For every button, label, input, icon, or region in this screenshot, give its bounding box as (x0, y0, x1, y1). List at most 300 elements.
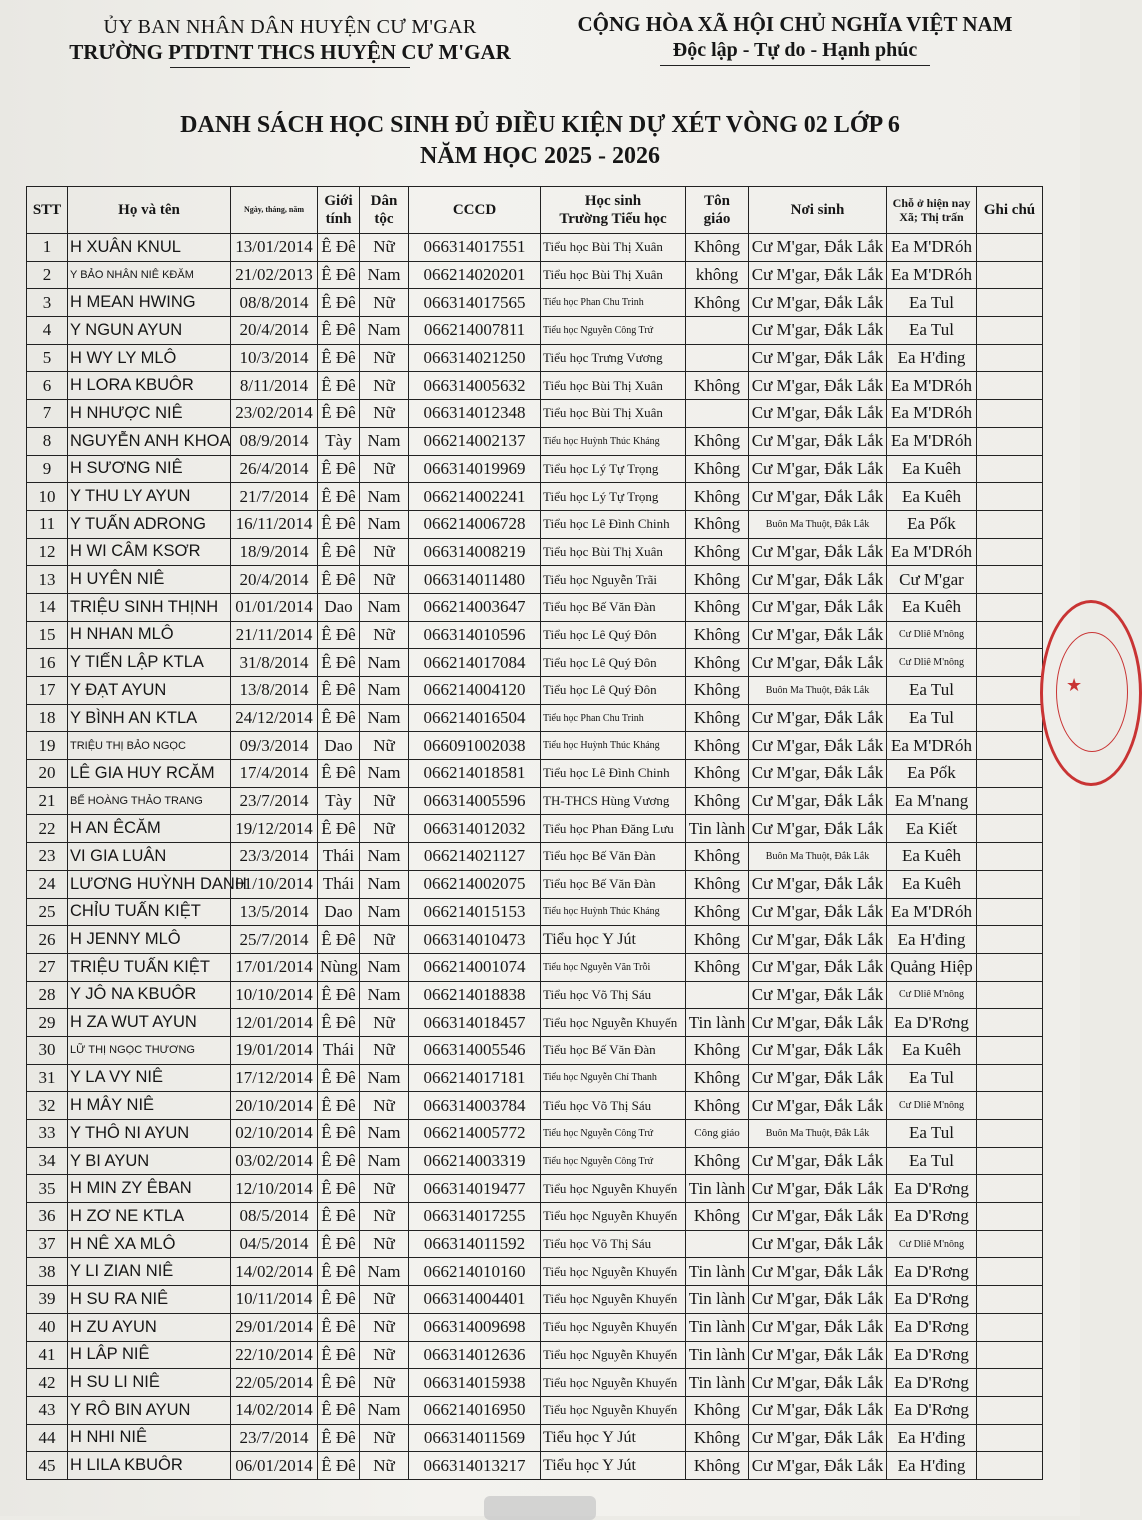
cccd-cell: 066314011569 (409, 1424, 541, 1452)
address-cell: Cư Dliê M'nông (887, 1092, 977, 1120)
birthplace-cell: Cư M'gar, Đắk Lắk (749, 953, 887, 981)
gender-cell: Ê Đê (318, 1009, 360, 1037)
school-cell: Tiểu học Võ Thị Sáu (541, 981, 686, 1009)
gender-cell: Nùng (318, 953, 360, 981)
birthplace-cell: Cư M'gar, Đắk Lắk (749, 427, 887, 455)
name-cell: LƯƠNG HUỲNH DANH (68, 870, 231, 898)
school-cell: Tiểu học Phan Chu Trinh (541, 704, 686, 732)
name-cell: BẾ HOÀNG THẢO TRANG (68, 787, 231, 815)
religion-cell: Không (686, 926, 749, 954)
cccd-cell: 066314019969 (409, 455, 541, 483)
name-cell: Y TUẤN ADRONG (68, 510, 231, 538)
stt-cell: 44 (27, 1424, 68, 1452)
stt-cell: 43 (27, 1396, 68, 1424)
table-row (27, 400, 1043, 428)
gender-cell: Thái (318, 843, 360, 871)
gender-cell: Ê Đê (318, 1175, 360, 1203)
stt-cell: 24 (27, 870, 68, 898)
header-ethnic-bottom: tộc (374, 211, 394, 227)
birthplace-cell: Cư M'gar, Đắk Lắk (749, 1092, 887, 1120)
gender-cell: Ê Đê (318, 538, 360, 566)
religion-cell: Không (686, 483, 749, 511)
name-cell: Y RÔ BIN AYUN (68, 1396, 231, 1424)
cccd-cell: 066314017551 (409, 234, 541, 262)
cccd-cell: 066214021127 (409, 843, 541, 871)
gender-cell: Dao (318, 593, 360, 621)
cccd-cell: 066214003647 (409, 593, 541, 621)
table-row (27, 1230, 1043, 1258)
cccd-cell: 066214017084 (409, 649, 541, 677)
header-address-top: Chỗ ở hiện nay (892, 196, 971, 210)
note-cell (977, 1064, 1043, 1092)
religion-cell: Không (686, 704, 749, 732)
note-cell (977, 1147, 1043, 1175)
school-cell: Tiểu học Nguyễn Khuyến (541, 1341, 686, 1369)
birth-cell: 22/10/2014 (231, 1341, 318, 1369)
birthplace-cell: Cư M'gar, Đắk Lắk (749, 1341, 887, 1369)
note-cell (977, 1175, 1043, 1203)
gender-cell: Tày (318, 427, 360, 455)
note-cell (977, 261, 1043, 289)
ethnic-cell: Nam (360, 677, 409, 705)
address-cell: Ea D'Rơng (887, 1175, 977, 1203)
birthplace-cell: Cư M'gar, Đắk Lắk (749, 926, 887, 954)
address-cell: Ea M'DRóh (887, 261, 977, 289)
school-cell: TH-THCS Hùng Vương (541, 787, 686, 815)
cccd-cell: 066214018581 (409, 760, 541, 788)
school-cell: Tiểu học Võ Thị Sáu (541, 1230, 686, 1258)
stt-cell: 32 (27, 1092, 68, 1120)
ethnic-cell: Nữ (360, 1230, 409, 1258)
birthplace-cell: Cư M'gar, Đắk Lắk (749, 870, 887, 898)
stt-cell: 29 (27, 1009, 68, 1037)
note-cell (977, 760, 1043, 788)
name-cell: Y THÔ NI AYUN (68, 1120, 231, 1148)
school-cell: Tiểu học Huỳnh Thúc Kháng (541, 898, 686, 926)
school-cell: Tiểu học Lý Tự Trọng (541, 483, 686, 511)
gender-cell: Thái (318, 870, 360, 898)
religion-cell: Không (686, 843, 749, 871)
address-cell: Quảng Hiệp (887, 953, 977, 981)
cccd-cell: 066214002137 (409, 427, 541, 455)
school-cell: Tiểu học Lê Quý Đôn (541, 677, 686, 705)
student-table (26, 186, 1043, 1480)
note-cell (977, 815, 1043, 843)
birth-cell: 08/8/2014 (231, 289, 318, 317)
birthplace-cell: Cư M'gar, Đắk Lắk (749, 289, 887, 317)
gender-cell: Ê Đê (318, 289, 360, 317)
ethnic-cell: Nữ (360, 538, 409, 566)
stt-cell: 40 (27, 1313, 68, 1341)
ethnic-cell: Nữ (360, 621, 409, 649)
birth-cell: 25/7/2014 (231, 926, 318, 954)
religion-cell: Không (686, 677, 749, 705)
cccd-cell: 066314012032 (409, 815, 541, 843)
table-row (27, 234, 1043, 262)
note-cell (977, 1424, 1043, 1452)
note-cell (977, 344, 1043, 372)
national-title: CỘNG HÒA XÃ HỘI CHỦ NGHĨA VIỆT NAM (577, 12, 1013, 36)
birth-cell: 20/4/2014 (231, 566, 318, 594)
address-cell: Ea Kuêh (887, 1036, 977, 1064)
ethnic-cell: Nữ (360, 1092, 409, 1120)
school-cell: Tiểu học Phan Đăng Lưu (541, 815, 686, 843)
table-row (27, 787, 1043, 815)
address-cell: Ea M'DRóh (887, 538, 977, 566)
name-cell: H ZU AYUN (68, 1313, 231, 1341)
name-cell: H LORA KBUÔR (68, 372, 231, 400)
gender-cell: Ê Đê (318, 1258, 360, 1286)
religion-cell: Không (686, 593, 749, 621)
ethnic-cell: Nữ (360, 1286, 409, 1314)
address-cell: Ea Tul (887, 677, 977, 705)
religion-cell: Tin lành (686, 1313, 749, 1341)
note-cell (977, 1120, 1043, 1148)
ethnic-cell: Nữ (360, 787, 409, 815)
ethnic-cell: Nữ (360, 926, 409, 954)
ethnic-cell: Nữ (360, 372, 409, 400)
ethnic-cell: Nam (360, 649, 409, 677)
table-row (27, 843, 1043, 871)
birthplace-cell: Cư M'gar, Đắk Lắk (749, 1286, 887, 1314)
table-row (27, 1286, 1043, 1314)
cccd-cell: 066214001074 (409, 953, 541, 981)
school-cell: Tiểu học Lý Tự Trọng (541, 455, 686, 483)
gender-cell: Ê Đê (318, 1064, 360, 1092)
birth-cell: 20/4/2014 (231, 317, 318, 345)
stt-cell: 33 (27, 1120, 68, 1148)
table-row (27, 1036, 1043, 1064)
address-cell: Ea M'DRóh (887, 372, 977, 400)
name-cell: Y BẢO NHÂN NIÊ KĐĂM (68, 261, 231, 289)
birth-cell: 18/9/2014 (231, 538, 318, 566)
stt-cell: 1 (27, 234, 68, 262)
gender-cell: Thái (318, 1036, 360, 1064)
ethnic-cell: Nam (360, 843, 409, 871)
agency-name: ỦY BAN NHÂN DÂN HUYỆN CƯ M'GAR (103, 16, 477, 38)
birthplace-cell: Cư M'gar, Đắk Lắk (749, 981, 887, 1009)
ethnic-cell: Nữ (360, 1341, 409, 1369)
cccd-cell: 066314012636 (409, 1341, 541, 1369)
title-line-2: NĂM HỌC 2025 - 2026 (420, 143, 660, 169)
religion-cell: Không (686, 538, 749, 566)
cccd-cell: 066314011480 (409, 566, 541, 594)
note-cell (977, 843, 1043, 871)
name-cell: H JENNY MLÔ (68, 926, 231, 954)
birthplace-cell: Buôn Ma Thuột, Đắk Lắk (749, 843, 887, 871)
birthplace-cell: Cư M'gar, Đắk Lắk (749, 261, 887, 289)
gender-cell: Ê Đê (318, 483, 360, 511)
address-cell: Ea Kuêh (887, 455, 977, 483)
ethnic-cell: Nam (360, 1396, 409, 1424)
ethnic-cell: Nữ (360, 1203, 409, 1231)
ethnic-cell: Nam (360, 898, 409, 926)
address-cell: Ea Kuêh (887, 870, 977, 898)
ethnic-cell: Nam (360, 593, 409, 621)
birthplace-cell: Cư M'gar, Đắk Lắk (749, 344, 887, 372)
header-birth: Ngày, tháng, năm (231, 187, 318, 234)
stt-cell: 3 (27, 289, 68, 317)
table-row (27, 981, 1043, 1009)
birthplace-cell: Cư M'gar, Đắk Lắk (749, 593, 887, 621)
birth-cell: 23/3/2014 (231, 843, 318, 871)
table-row (27, 1203, 1043, 1231)
birth-cell: 08/9/2014 (231, 427, 318, 455)
cccd-cell: 066314005596 (409, 787, 541, 815)
cccd-cell: 066314018457 (409, 1009, 541, 1037)
table-row (27, 649, 1043, 677)
table-row (27, 898, 1043, 926)
name-cell: TRIỆU SINH THỊNH (68, 593, 231, 621)
cccd-cell: 066314017255 (409, 1203, 541, 1231)
stt-cell: 30 (27, 1036, 68, 1064)
address-cell: Ea D'Rơng (887, 1286, 977, 1314)
religion-cell: Không (686, 234, 749, 262)
stt-cell: 8 (27, 427, 68, 455)
religion-cell: Không (686, 760, 749, 788)
ethnic-cell: Nữ (360, 1175, 409, 1203)
religion-cell: Không (686, 510, 749, 538)
table-row (27, 1396, 1043, 1424)
birthplace-cell: Cư M'gar, Đắk Lắk (749, 787, 887, 815)
address-cell: Ea M'DRóh (887, 898, 977, 926)
cccd-cell: 066214016504 (409, 704, 541, 732)
school-cell: Tiểu học Lê Quý Đôn (541, 649, 686, 677)
cccd-cell: 066314017565 (409, 289, 541, 317)
header-note: Ghi chú (977, 187, 1043, 234)
name-cell: H WY LY MLÔ (68, 344, 231, 372)
gender-cell: Ê Đê (318, 1452, 360, 1480)
table-row (27, 1369, 1043, 1397)
note-cell (977, 593, 1043, 621)
address-cell: Cư Dliê M'nông (887, 981, 977, 1009)
religion-cell: Không (686, 1452, 749, 1480)
stt-cell: 36 (27, 1203, 68, 1231)
stt-cell: 19 (27, 732, 68, 760)
gender-cell: Ê Đê (318, 649, 360, 677)
gender-cell: Ê Đê (318, 1147, 360, 1175)
cccd-cell: 066314012348 (409, 400, 541, 428)
cccd-cell: 066314003784 (409, 1092, 541, 1120)
gender-cell: Ê Đê (318, 317, 360, 345)
birth-cell: 23/7/2014 (231, 1424, 318, 1452)
table-row (27, 1175, 1043, 1203)
stt-cell: 4 (27, 317, 68, 345)
religion-cell: không (686, 261, 749, 289)
birth-cell: 08/5/2014 (231, 1203, 318, 1231)
stt-cell: 37 (27, 1230, 68, 1258)
birthplace-cell: Cư M'gar, Đắk Lắk (749, 1313, 887, 1341)
header-religion-top: Tôn (704, 193, 730, 209)
gender-cell: Tày (318, 787, 360, 815)
birth-cell: 22/05/2014 (231, 1369, 318, 1397)
birth-cell: 01/01/2014 (231, 593, 318, 621)
birth-cell: 12/01/2014 (231, 1009, 318, 1037)
table-row (27, 621, 1043, 649)
stt-cell: 5 (27, 344, 68, 372)
ethnic-cell: Nữ (360, 566, 409, 594)
religion-cell: Không (686, 649, 749, 677)
ethnic-cell: Nam (360, 953, 409, 981)
gender-cell: Ê Đê (318, 981, 360, 1009)
name-cell: H XUÂN KNUL (68, 234, 231, 262)
gender-cell: Ê Đê (318, 704, 360, 732)
religion-cell: Tin lành (686, 815, 749, 843)
header-address (887, 187, 977, 234)
cccd-cell: 066314005632 (409, 372, 541, 400)
table-body (27, 234, 1043, 1480)
name-cell: Y JÔ NA KBUÔR (68, 981, 231, 1009)
name-cell: LỮ THỊ NGỌC THƯƠNG (68, 1036, 231, 1064)
address-cell: Ea M'DRóh (887, 732, 977, 760)
image-viewer-handle[interactable] (484, 1496, 596, 1520)
cccd-cell: 066314010596 (409, 621, 541, 649)
note-cell (977, 538, 1043, 566)
address-cell: Ea D'Rơng (887, 1258, 977, 1286)
religion-cell (686, 317, 749, 345)
gender-cell: Ê Đê (318, 621, 360, 649)
header-religion (686, 187, 749, 234)
gender-cell: Ê Đê (318, 1369, 360, 1397)
school-cell: Tiểu học Nguyễn Khuyến (541, 1203, 686, 1231)
name-cell: H NHI NIÊ (68, 1424, 231, 1452)
birth-cell: 13/01/2014 (231, 234, 318, 262)
table-row (27, 593, 1043, 621)
cccd-cell: 066214007811 (409, 317, 541, 345)
name-cell: Y TIẾN LẬP KTLA (68, 649, 231, 677)
birthplace-cell: Cư M'gar, Đắk Lắk (749, 649, 887, 677)
birth-cell: 04/5/2014 (231, 1230, 318, 1258)
stt-cell: 45 (27, 1452, 68, 1480)
note-cell (977, 1203, 1043, 1231)
note-cell (977, 234, 1043, 262)
note-cell (977, 510, 1043, 538)
table-row (27, 344, 1043, 372)
gender-cell: Dao (318, 898, 360, 926)
table-row (27, 760, 1043, 788)
note-cell (977, 455, 1043, 483)
cccd-cell: 066214010160 (409, 1258, 541, 1286)
table-row (27, 566, 1043, 594)
address-cell: Ea Kuêh (887, 483, 977, 511)
name-cell: Y ĐẠT AYUN (68, 677, 231, 705)
table-row (27, 704, 1043, 732)
name-cell: NGUYỄN ANH KHOA (68, 427, 231, 455)
header-gender (318, 187, 360, 234)
header-stt: STT (27, 187, 68, 234)
ethnic-cell: Nam (360, 1258, 409, 1286)
address-cell: Ea H'đing (887, 1424, 977, 1452)
name-cell: H LILA KBUÔR (68, 1452, 231, 1480)
school-cell: Tiểu học Nguyễn Công Trứ (541, 1147, 686, 1175)
stt-cell: 23 (27, 843, 68, 871)
gender-cell: Ê Đê (318, 234, 360, 262)
birth-cell: 09/3/2014 (231, 732, 318, 760)
religion-cell: Không (686, 870, 749, 898)
name-cell: H WI CÂM KSƠR (68, 538, 231, 566)
stt-cell: 27 (27, 953, 68, 981)
header-name: Họ và tên (68, 187, 231, 234)
birth-cell: 10/10/2014 (231, 981, 318, 1009)
religion-cell: Tin lành (686, 1286, 749, 1314)
religion-cell: Không (686, 732, 749, 760)
birthplace-cell: Cư M'gar, Đắk Lắk (749, 1230, 887, 1258)
address-cell: Cư Dliê M'nông (887, 621, 977, 649)
name-cell: Y THU LY AYUN (68, 483, 231, 511)
table-row (27, 870, 1043, 898)
ethnic-cell: Nam (360, 704, 409, 732)
school-cell: Tiểu học Bế Văn Đàn (541, 1036, 686, 1064)
birthplace-cell: Buôn Ma Thuột, Đắk Lắk (749, 510, 887, 538)
gender-cell: Dao (318, 732, 360, 760)
table-row (27, 1064, 1043, 1092)
address-cell: Cư M'gar (887, 566, 977, 594)
ethnic-cell: Nữ (360, 1369, 409, 1397)
header-religion-bottom: giáo (703, 211, 731, 227)
gender-cell: Ê Đê (318, 677, 360, 705)
note-cell (977, 1286, 1043, 1314)
school-cell: Tiểu học Nguyễn Khuyến (541, 1369, 686, 1397)
table-row (27, 1452, 1043, 1480)
stt-cell: 41 (27, 1341, 68, 1369)
gender-cell: Ê Đê (318, 1313, 360, 1341)
birthplace-cell: Cư M'gar, Đắk Lắk (749, 898, 887, 926)
cccd-cell: 066314021250 (409, 344, 541, 372)
gender-cell: Ê Đê (318, 1286, 360, 1314)
motto-underline (660, 65, 930, 66)
address-cell: Ea M'DRóh (887, 427, 977, 455)
note-cell (977, 317, 1043, 345)
national-motto: Độc lập - Tự do - Hạnh phúc (672, 39, 918, 61)
note-cell (977, 1369, 1043, 1397)
stt-cell: 34 (27, 1147, 68, 1175)
header-gender-top: Giới (324, 193, 353, 209)
stt-cell: 17 (27, 677, 68, 705)
birth-cell: 10/3/2014 (231, 344, 318, 372)
table-row (27, 1313, 1043, 1341)
table-row (27, 732, 1043, 760)
birthplace-cell: Cư M'gar, Đắk Lắk (749, 1175, 887, 1203)
name-cell: H NHAN MLÔ (68, 621, 231, 649)
ethnic-cell: Nữ (360, 815, 409, 843)
ethnic-cell: Nữ (360, 344, 409, 372)
cccd-cell: 066214020201 (409, 261, 541, 289)
birth-cell: 13/8/2014 (231, 677, 318, 705)
table-row (27, 510, 1043, 538)
note-cell (977, 787, 1043, 815)
name-cell: H LÂP NIÊ (68, 1341, 231, 1369)
school-cell: Tiểu học Trưng Vương (541, 344, 686, 372)
name-cell: H ZƠ NE KTLA (68, 1203, 231, 1231)
gender-cell: Ê Đê (318, 1092, 360, 1120)
birth-cell: 10/11/2014 (231, 1286, 318, 1314)
religion-cell: Tin lành (686, 1369, 749, 1397)
ethnic-cell: Nữ (360, 289, 409, 317)
gender-cell: Ê Đê (318, 372, 360, 400)
note-cell (977, 1313, 1043, 1341)
cccd-cell: 066214005772 (409, 1120, 541, 1148)
name-cell: H NÊ XA MLÔ (68, 1230, 231, 1258)
birth-cell: 17/12/2014 (231, 1064, 318, 1092)
header-ethnic-top: Dân (370, 193, 398, 209)
school-cell: Tiểu học Y Jút (541, 1424, 686, 1452)
stt-cell: 12 (27, 538, 68, 566)
address-cell: Ea D'Rơng (887, 1396, 977, 1424)
birth-cell: 29/01/2014 (231, 1313, 318, 1341)
birth-cell: 21/02/2013 (231, 261, 318, 289)
name-cell: Y BI AYUN (68, 1147, 231, 1175)
address-cell: Ea H'đing (887, 1452, 977, 1480)
